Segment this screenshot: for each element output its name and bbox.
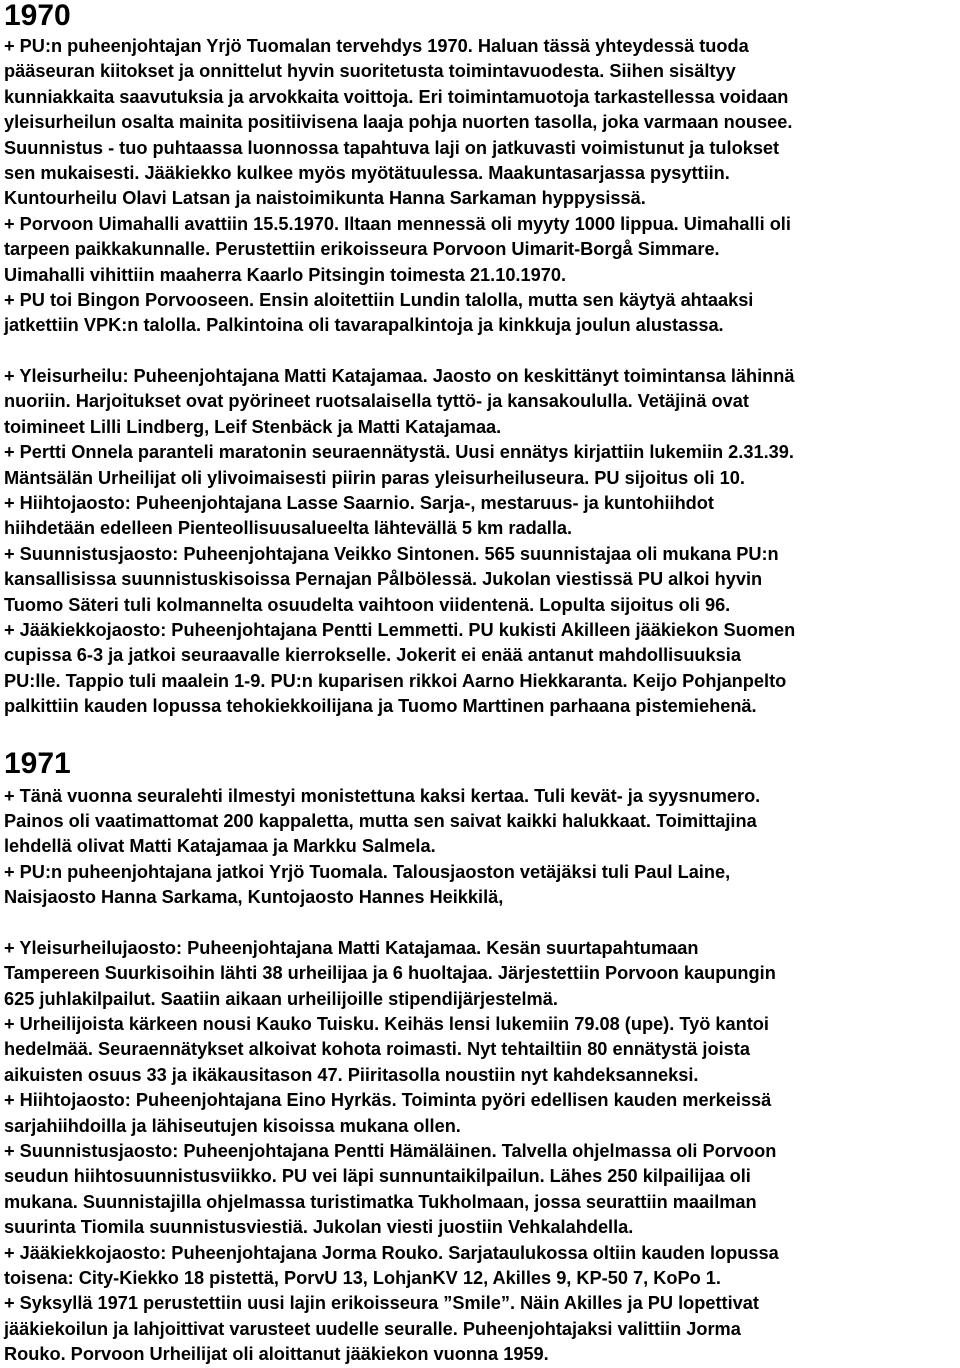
text-line: yleisurheilun osalta mainita positiivisena laaja pohja nuorten tasolla, joka varmaan nousee. [4, 112, 793, 133]
text-line: toisena: City-Kiekko 18 pistettä, PorvU 13, LohjanKV 12, Akilles 9, KP-50 7, KoPo 1. [4, 1267, 721, 1288]
text-line: + Hiihtojaosto: Puheenjohtajana Eino Hyrkäs. Toiminta pyöri edellisen kauden merkeissä [4, 1090, 772, 1111]
text-line: + Hiihtojaosto: Puheenjohtajana Lasse Saarnio. Sarja-, mestaruus- ja kuntohiihdot [4, 493, 714, 514]
section-body [4, 784, 956, 1368]
text-line: + Jääkiekkojaosto: Puheenjohtajana Jorma Rouko. Sarjataulukossa oltiin kauden lopussa [4, 1242, 779, 1263]
text-line: + Pertti Onnela paranteli maratonin seuraennätystä. Uusi ennätys kirjattiin lukemiin 2.31.39. [4, 442, 794, 463]
text-line: Uimahalli vihittiin maaherra Kaarlo Pitsingin toimesta 21.10.1970. [4, 264, 567, 285]
text-line: + Jääkiekkojaosto: Puheenjohtajana Pentti Lemmetti. PU kukisti Akilleen jääkiekon Suomen [4, 619, 796, 640]
text-line: kansallisissa suunnistuskisoissa Pernajan Pålbölessä. Jukolan viestissä PU alkoi hyvin [4, 569, 763, 590]
text-line: Tuomo Säteri tuli kolmannelta osuudelta vaihtoon viidentenä. Lopulta sijoitus oli 96. [4, 594, 731, 615]
text-line: pääseuran kiitokset ja onnittelut hyvin suoritetusta toimintavuodesta. Siihen sisältyy [4, 61, 736, 82]
text-line: aikuisten osuus 33 ja ikäkausitason 47. Piiritasolla noustiin nyt kahdeksanneksi. [4, 1064, 699, 1085]
text-line: + PU:n puheenjohtajana jatkoi Yrjö Tuomala. Talousjaoston vetäjäksi tuli Paul Laine, [4, 861, 731, 882]
text-line: hiihdetään edelleen Pienteollisuusalueelta lähtevällä 5 km radalla. [4, 518, 573, 539]
text-line: + PU toi Bingon Porvooseen. Ensin aloitettiin Lundin talolla, mutta sen käytyä ahtaaksi [4, 289, 754, 310]
text-line: lehdellä olivat Matti Katajamaa ja Markku Salmela. [4, 836, 436, 857]
text-line: mukana. Suunnistajilla ohjelmassa turistimatka Tukholmaan, jossa seurattiin maailman [4, 1191, 757, 1212]
section-1971 [4, 748, 956, 1368]
text-line: + Suunnistusjaosto: Puheenjohtajana Pentti Hämäläinen. Talvella ohjelmassa oli Porvoon [4, 1141, 777, 1162]
text-line: + Syksyllä 1971 perustettiin uusi lajin erikoisseura ”Smile”. Näin Akilles ja PU lopettivat [4, 1293, 759, 1314]
text-line: sarjahiihdoilla ja lähiseutujen kisoissa mukana ollen. [4, 1115, 461, 1136]
text-line: Naisjaosto Hanna Sarkama, Kuntojaosto Hannes Heikkilä, [4, 887, 504, 908]
text-line: + Suunnistusjaosto: Puheenjohtajana Veikko Sintonen. 565 suunnistajaa oli mukana PU:n [4, 543, 779, 564]
text-line: tarpeen paikkakunnalle. Perustettiin erikoisseura Porvoon Uimarit-Borgå Simmare. [4, 239, 720, 260]
text-line: 625 juhlakilpailut. Saatiin aikaan urheilijoille stipendijärjestelmä. [4, 988, 558, 1009]
section-body [4, 34, 956, 720]
text-line: cupissa 6-3 ja jatkoi seuraavalle kierrokselle. Jokerit ei enää antanut mahdollisuuksia [4, 645, 741, 666]
text-line: Tampereen Suurkisoihin lähti 38 urheilijaa ja 6 huoltajaa. Järjestettiin Porvoon kaupungin [4, 963, 776, 984]
text-line: Mäntsälän Urheilijat oli ylivoimaisesti piirin paras yleisurheiluseura. PU sijoitus oli 10. [4, 467, 745, 488]
text-line: toimineet Lilli Lindberg, Leif Stenbäck ja Matti Katajamaa. [4, 416, 502, 437]
text-line: Rouko. Porvoon Urheilijat oli aloittanut jääkiekon vuonna 1959. [4, 1344, 549, 1365]
text-line: sen mukaisesti. Jääkiekko kulkee myös myötätuulessa. Maakuntasarjassa pysyttiin. [4, 162, 730, 183]
blank-line [4, 911, 956, 936]
text-line: Suunnistus - tuo puhtaassa luonnossa tapahtuva laji on jatkuvasti voimistunut ja tulokset [4, 137, 780, 158]
text-line: + Porvoon Uimahalli avattiin 15.5.1970. Iltaan mennessä oli myyty 1000 lippua. Uimahalli oli [4, 213, 791, 234]
text-line: hedelmää. Seuraennätykset alkoivat kohota roimasti. Nyt tehtailtiin 80 ennätystä joista [4, 1039, 750, 1060]
text-line: kunniakkaita saavutuksia ja arvokkaita voittoja. Eri toimintamuotoja tarkastellessa voidaan [4, 86, 789, 107]
document-page [4, 0, 956, 1368]
text-line: + PU:n puheenjohtajan Yrjö Tuomalan tervehdys 1970. Haluan tässä yhteydessä tuoda [4, 36, 749, 56]
text-line: suurinta Tiomila suunnistusviestiä. Jukolan viesti juostiin Vehkalahdella. [4, 1217, 634, 1238]
year-heading: 1970 [4, 0, 71, 32]
text-line: + Tänä vuonna seuralehti ilmestyi monistettuna kaksi kertaa. Tuli kevät- ja syysnumero. [4, 785, 761, 806]
text-line: PU:lle. Tappio tuli maalein 1-9. PU:n kuparisen rikkoi Aarno Hiekkaranta. Keijo Pohjanpelto [4, 670, 787, 691]
text-line: + Urheilijoista kärkeen nousi Kauko Tuisku. Keihäs lensi lukemiin 79.08 (upe). Työ kantoi [4, 1014, 769, 1035]
section-1970 [4, 0, 956, 720]
text-line: seudun hiihtosuunnistusviikko. PU vei läpi sunnuntaikilpailun. Lähes 250 kilpailijaa oli [4, 1166, 751, 1187]
text-line: + Yleisurheilu: Puheenjohtajana Matti Katajamaa. Jaosto on keskittänyt toimintansa lähinnä [4, 366, 795, 387]
text-line: jatkettiin VPK:n talolla. Palkintoina oli tavarapalkintoja ja kinkkuja joulun alustassa. [4, 315, 724, 336]
text-line: Painos oli vaatimattomat 200 kappaletta, mutta sen saivat kaikki halukkaat. Toimittajina [4, 810, 757, 831]
year-heading: 1971 [4, 746, 71, 780]
text-line: Kuntourheilu Olavi Latsan ja naistoimikunta Hanna Sarkaman hyppysissä. [4, 188, 646, 209]
text-line: palkittiin kauden lopussa tehokiekkoilijana ja Tuomo Marttinen parhaana pistemiehenä. [4, 696, 757, 717]
blank-line [4, 339, 956, 364]
text-line: jääkiekoilun ja lahjoittivat varusteet uudelle seuralle. Puheenjohtajaksi valittiin Jorma [4, 1318, 741, 1339]
text-line: nuoriin. Harjoitukset ovat pyörineet ruotsalaisella tyttö- ja kansakoululla. Vetäjinä ovat [4, 391, 749, 412]
text-line: + Yleisurheilujaosto: Puheenjohtajana Matti Katajamaa. Kesän suurtapahtumaan [4, 937, 699, 958]
